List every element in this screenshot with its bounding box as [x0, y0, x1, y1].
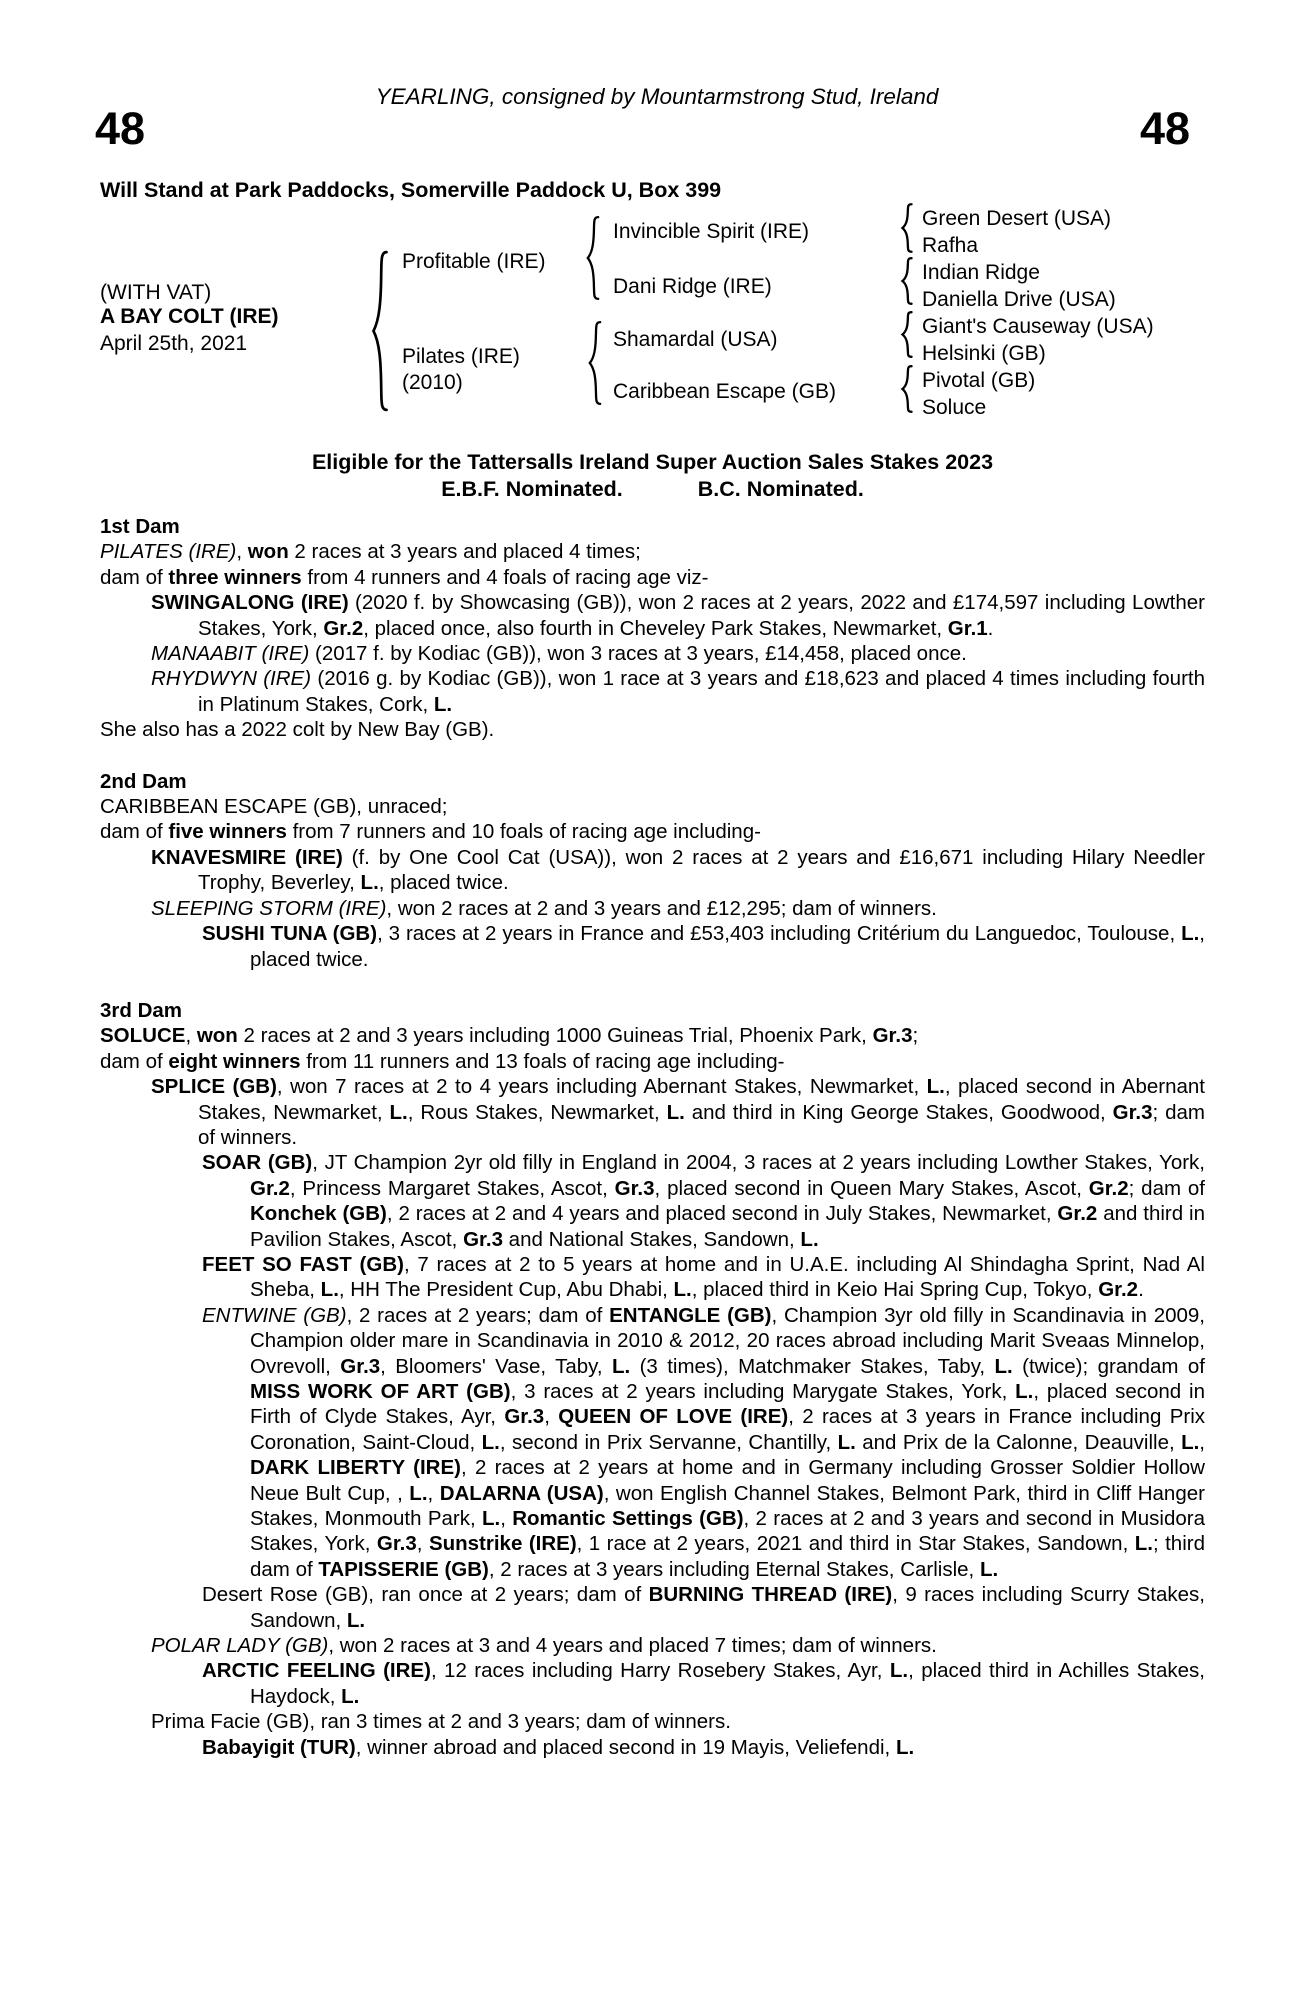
granddam-maternal: Caribbean Escape (GB): [613, 380, 836, 403]
text-run: dam of: [100, 565, 169, 589]
bold-run: SWINGALONG (IRE): [151, 591, 349, 615]
pedigree-paragraph: [100, 1633, 1205, 1658]
text-run: (f. by One Cool Cat (USA)), won 2 races at 2 years and £16,671 including Hilary Needler Trophy, Beverley,: [198, 845, 1206, 895]
bold-run: Gr.3: [1112, 1100, 1153, 1124]
bold-run: DALARNA (USA): [439, 1481, 604, 1505]
text-run: ; dam of: [1128, 1176, 1205, 1200]
text-run: .: [1138, 1278, 1144, 1302]
text-run: , HH The President Cup, Abu Dhabi,: [338, 1278, 674, 1302]
text-run: dam of: [100, 820, 169, 844]
lot-number-left: 48: [95, 103, 146, 154]
pedigree-paragraph: [100, 1658, 1205, 1709]
text-run: and third in King George Stakes, Goodwood,: [684, 1100, 1113, 1124]
bold-run: Gr.3: [872, 1024, 913, 1048]
text-run: , 3 races at 2 years including Marygate Stakes, York,: [510, 1380, 1016, 1403]
bold-run: L.: [666, 1100, 685, 1124]
foaling-date: April 25th, 2021: [100, 332, 248, 355]
text-run: , placed third in Achilles Stakes, Haydock,: [250, 1659, 1205, 1708]
great-grandparent-2: Rafha: [922, 234, 979, 257]
text-run: , won 2 races at 3 and 4 years and placed 7 times; dam of winners.: [328, 1634, 937, 1658]
bold-run: Gr.2: [323, 616, 364, 640]
text-run: (twice); grandam of: [1012, 1354, 1205, 1378]
pedigree-brace-main: [370, 248, 390, 414]
pedigree-paragraph: [100, 565, 1205, 590]
bold-run: MISS WORK OF ART (GB): [250, 1380, 511, 1403]
text-run: , second in Prix Servanne, Chantilly,: [499, 1430, 838, 1454]
bold-run: QUEEN OF LOVE (IRE): [558, 1405, 789, 1429]
text-run: , 2 races at 2 years; dam of: [346, 1303, 610, 1327]
bold-run: BURNING THREAD (IRE): [648, 1583, 893, 1607]
text-run: , Bloomers' Vase, Taby,: [380, 1354, 612, 1378]
text-run: , 2 races at 3 years in France including Prix Coronation, Saint-Cloud,: [250, 1405, 1205, 1454]
bold-run: Gr.2: [1088, 1176, 1129, 1200]
pedigree-paragraph: [100, 1049, 1205, 1074]
text-run: dam of: [100, 1049, 169, 1073]
italic-run: ENTWINE (GB): [202, 1303, 347, 1327]
bold-run: won: [196, 1024, 238, 1048]
text-run: , won 7 races at 2 to 4 years including Abernant Stakes, Newmarket,: [276, 1075, 927, 1099]
text-run: , JT Champion 2yr old filly in England in 2004, 3 races at 2 years including Lowther Stakes, York,: [312, 1151, 1205, 1175]
text-run: ; dam of winners.: [198, 1100, 1205, 1149]
dam-section-heading: 1st Dam: [100, 515, 180, 538]
pedigree-brace-gg4: [900, 365, 914, 413]
bold-run: L.: [409, 1481, 428, 1505]
stand-location-line: Will Stand at Park Paddocks, Somerville Paddock U, Box 399: [100, 178, 722, 202]
text-run: She also has a 2022 colt by New Bay (GB).: [100, 718, 495, 742]
eligibility-line: Eligible for the Tattersalls Ireland Super Auction Sales Stakes 2023: [311, 450, 994, 474]
bold-run: L.: [389, 1100, 408, 1124]
text-run: , 2 races at 2 and 3 years and second in Musidora Stakes, York,: [250, 1507, 1205, 1556]
text-run: and Prix de la Calonne, Deauville,: [855, 1430, 1182, 1454]
bold-run: ARCTIC FEELING (IRE): [202, 1659, 431, 1683]
bold-run: FEET SO FAST (GB): [202, 1252, 404, 1276]
text-run: (2020 f. by Showcasing (GB)), won 2 races at 2 years, 2022 and £174,597 including Lowther Stakes, York,: [198, 591, 1205, 640]
text-run: ;: [912, 1024, 919, 1048]
bold-run: L.: [1015, 1380, 1034, 1403]
pedigree-paragraph: [100, 819, 1205, 844]
bold-run: Gr.1: [947, 616, 988, 640]
text-run: , placed twice.: [250, 922, 1205, 971]
bold-run: five winners: [168, 820, 287, 844]
pedigree-paragraph: [100, 539, 1205, 564]
bold-run: Gr.2: [1098, 1278, 1139, 1302]
text-run: , 12 races including Harry Rosebery Stakes, Ayr,: [430, 1659, 890, 1683]
great-grandparent-8: Soluce: [922, 396, 987, 419]
pedigree-paragraph: [100, 1735, 1205, 1760]
text-run: , winner abroad and placed second in 19 Mayis, Veliefendi,: [355, 1735, 896, 1759]
bold-run: L.: [320, 1278, 339, 1302]
text-run: , placed second in Queen Mary Stakes, Ascot,: [654, 1176, 1089, 1200]
dam-sections: [100, 514, 1205, 1760]
bold-run: L.: [800, 1227, 819, 1251]
dam-section-heading: 2nd Dam: [100, 769, 187, 793]
bold-run: L.: [926, 1075, 945, 1099]
pedigree-paragraph: [100, 641, 1205, 666]
sire-name: Profitable (IRE): [402, 250, 546, 273]
bold-run: L.: [341, 1684, 360, 1708]
pedigree-paragraph: [100, 1150, 1205, 1252]
pedigree-paragraph: [100, 921, 1205, 972]
bold-run: L.: [895, 1735, 915, 1759]
text-run: , placed second in Firth of Clyde Stakes, Ayr,: [250, 1380, 1205, 1429]
dam-year: (2010): [402, 371, 463, 394]
great-grandparent-1: Green Desert (USA): [922, 207, 1112, 230]
dam-name: Pilates (IRE): [402, 345, 520, 368]
bold-run: L.: [611, 1354, 631, 1378]
ebf-nominated-label: E.B.F. Nominated.: [441, 477, 623, 501]
bold-run: ENTANGLE (GB): [609, 1303, 772, 1327]
great-grandparent-3: Indian Ridge: [922, 261, 1040, 284]
dam-section-heading: 3rd Dam: [100, 998, 183, 1022]
bold-run: Gr.3: [340, 1354, 381, 1378]
text-run: Desert Rose (GB), ran once at 2 years; dam of: [202, 1583, 649, 1607]
italic-run: PILATES (IRE): [100, 540, 237, 564]
text-run: 2 races at 3 years and placed 4 times;: [288, 540, 641, 564]
text-run: from 4 runners and 4 foals of racing age viz-: [301, 565, 709, 589]
pedigree-brace-dam: [587, 320, 603, 406]
text-run: ,: [185, 1024, 197, 1048]
pedigree-paragraph: [100, 666, 1205, 717]
text-run: ,: [500, 1507, 513, 1531]
text-run: ,: [1199, 1430, 1205, 1454]
grandsire-paternal: Invincible Spirit (IRE): [613, 220, 810, 243]
bold-run: L.: [1181, 922, 1200, 946]
bold-run: SPLICE (GB): [151, 1075, 277, 1099]
pedigree-paragraph: [100, 1023, 1205, 1048]
text-run: , 9 races including Scurry Stakes, Sandown,: [250, 1583, 1205, 1632]
bold-run: Gr.2: [1057, 1202, 1098, 1226]
pedigree-chart: [100, 190, 1210, 435]
bold-run: L.: [433, 692, 453, 716]
text-run: ,: [427, 1481, 440, 1505]
pedigree-paragraph: [100, 717, 1205, 742]
text-run: 2 races at 2 and 3 years including 1000 Guineas Trial, Phoenix Park,: [237, 1024, 873, 1048]
pedigree-brace-gg2: [900, 257, 914, 305]
pedigree-brace-gg3: [900, 311, 914, 358]
text-run: , won 2 races at 2 and 3 years and £12,295; dam of winners.: [386, 896, 937, 920]
text-run: ,: [544, 1405, 559, 1429]
bold-run: L.: [481, 1430, 500, 1454]
text-run: (2016 g. by Kodiac (GB)), won 1 race at 3 years and £18,623 and placed 4 times including fourth in Platinum Stakes, Cork,: [198, 667, 1205, 716]
pedigree-paragraph: [100, 1074, 1205, 1150]
text-run: , 2 races at 2 and 4 years and placed second in July Stakes, Newmarket,: [386, 1202, 1058, 1226]
great-grandparent-4: Daniella Drive (USA): [922, 288, 1116, 311]
text-run: , won English Channel Stakes, Belmont Park, third in Cliff Hanger Stakes, Monmouth Park,: [250, 1481, 1205, 1531]
pedigree-paragraph: [100, 1582, 1205, 1633]
bold-run: Gr.3: [614, 1176, 655, 1200]
pedigree-paragraph: [100, 1303, 1205, 1582]
text-run: Prima Facie (GB), ran 3 times at 2 and 3 years; dam of winners.: [151, 1710, 731, 1734]
bold-run: Konchek (GB): [250, 1202, 387, 1226]
text-run: , 2 races at 2 years at home and in Germany including Grosser Soldier Hollow Neue Bult Cup, ,: [250, 1456, 1205, 1505]
text-run: , Princess Margaret Stakes, Ascot,: [289, 1176, 615, 1200]
text-run: , 7 races at 2 to 5 years at home and in U.A.E. including Al Shindagha Sprint, Nad Al Sheba,: [250, 1252, 1205, 1302]
italic-run: RHYDWYN (IRE): [151, 667, 312, 691]
italic-run: POLAR LADY (GB): [151, 1634, 329, 1658]
pedigree-paragraph: [100, 794, 1205, 819]
text-run: ; third dam of: [250, 1532, 1205, 1581]
granddam-paternal: Dani Ridge (IRE): [613, 275, 772, 298]
colt-name: A BAY COLT (IRE): [100, 305, 279, 328]
bold-run: L.: [1181, 1430, 1200, 1454]
bold-run: Gr.3: [504, 1405, 545, 1429]
text-run: ,: [236, 540, 248, 564]
bold-run: L.: [994, 1354, 1013, 1378]
bold-run: KNAVESMIRE (IRE): [151, 845, 343, 869]
bold-run: L.: [979, 1557, 999, 1581]
bold-run: Babayigit (TUR): [202, 1735, 356, 1759]
text-run: .: [987, 616, 994, 640]
text-run: , Champion 3yr old filly in Scandinavia in 2009, Champion older mare in Scandinavia in 2010 & 2012, 20 races abroad including Marit Sveaas Minnelop, Ovrevoll,: [250, 1303, 1206, 1378]
pedigree-paragraph: [100, 845, 1205, 896]
bold-run: Gr.2: [250, 1176, 290, 1200]
bold-run: Gr.3: [463, 1227, 503, 1251]
text-run: , placed twice.: [378, 871, 509, 895]
text-run: , Rous Stakes, Newmarket,: [407, 1100, 667, 1124]
text-run: , placed third in Keio Hai Spring Cup, Tokyo,: [691, 1278, 1099, 1302]
grandsire-maternal: Shamardal (USA): [613, 328, 778, 351]
with-vat-label: (WITH VAT): [100, 281, 212, 304]
bold-run: Romantic Settings (GB): [512, 1507, 744, 1531]
great-grandparent-5: Giant's Causeway (USA): [922, 315, 1154, 338]
bold-run: L.: [482, 1507, 501, 1531]
text-run: CARIBBEAN ESCAPE (GB), unraced;: [100, 795, 448, 819]
bold-run: L.: [346, 1608, 366, 1632]
text-run: (3 times), Matchmaker Stakes, Taby,: [630, 1354, 995, 1378]
bold-run: Gr.3: [376, 1532, 417, 1556]
bold-run: Sunstrike (IRE): [428, 1532, 577, 1556]
italic-run: SLEEPING STORM (IRE): [151, 896, 387, 920]
bold-run: eight winners: [168, 1049, 301, 1073]
bold-run: L.: [673, 1278, 692, 1302]
text-run: , placed once, also fourth in Cheveley Park Stakes, Newmarket,: [363, 616, 948, 640]
consignor-line: YEARLING, consigned by Mountarmstrong Stud, Ireland: [375, 84, 939, 109]
bold-run: three winners: [168, 565, 302, 589]
lot-number-right: 48: [1139, 103, 1190, 154]
bold-run: L.: [1134, 1532, 1153, 1556]
bold-run: L.: [360, 871, 379, 895]
text-run: , 1 race at 2 years, 2021 and third in Star Stakes, Sandown,: [576, 1532, 1135, 1556]
text-run: from 11 runners and 13 foals of racing age including-: [300, 1049, 785, 1073]
bold-run: won: [247, 540, 289, 564]
text-run: and third in Pavilion Stakes, Ascot,: [250, 1202, 1205, 1251]
text-run: , placed second in Abernant Stakes, Newmarket,: [198, 1075, 1205, 1124]
text-run: and National Stakes, Sandown,: [502, 1227, 801, 1251]
text-run: ,: [416, 1532, 429, 1556]
bold-run: SOAR (GB): [202, 1151, 313, 1175]
nomination-line: [100, 477, 1205, 502]
bold-run: L.: [837, 1430, 856, 1454]
great-grandparent-6: Helsinki (GB): [922, 342, 1046, 365]
pedigree-paragraph: [100, 896, 1205, 921]
italic-run: MANAABIT (IRE): [151, 642, 310, 666]
pedigree-brace-sire: [585, 215, 601, 301]
bold-run: L.: [889, 1659, 909, 1683]
bold-run: TAPISSERIE (GB): [318, 1557, 489, 1581]
pedigree-paragraph: [100, 1252, 1205, 1303]
pedigree-paragraph: [100, 590, 1205, 641]
text-run: , 3 races at 2 years in France and £53,403 including Critérium du Languedoc, Toulouse,: [377, 922, 1182, 946]
pedigree-brace-gg1: [900, 203, 914, 253]
bold-run: DARK LIBERTY (IRE): [250, 1456, 461, 1480]
bold-run: SUSHI TUNA (GB): [202, 922, 378, 946]
great-grandparent-7: Pivotal (GB): [922, 369, 1036, 392]
text-run: (2017 f. by Kodiac (GB)), won 3 races at 3 years, £14,458, placed once.: [309, 642, 967, 666]
bold-run: SOLUCE: [100, 1024, 186, 1048]
pedigree-paragraph: [100, 1709, 1205, 1734]
text-run: , 2 races at 3 years including Eternal Stakes, Carlisle,: [488, 1557, 980, 1581]
bc-nominated-label: B.C. Nominated.: [697, 477, 864, 501]
text-run: from 7 runners and 10 foals of racing age including-: [286, 820, 761, 844]
